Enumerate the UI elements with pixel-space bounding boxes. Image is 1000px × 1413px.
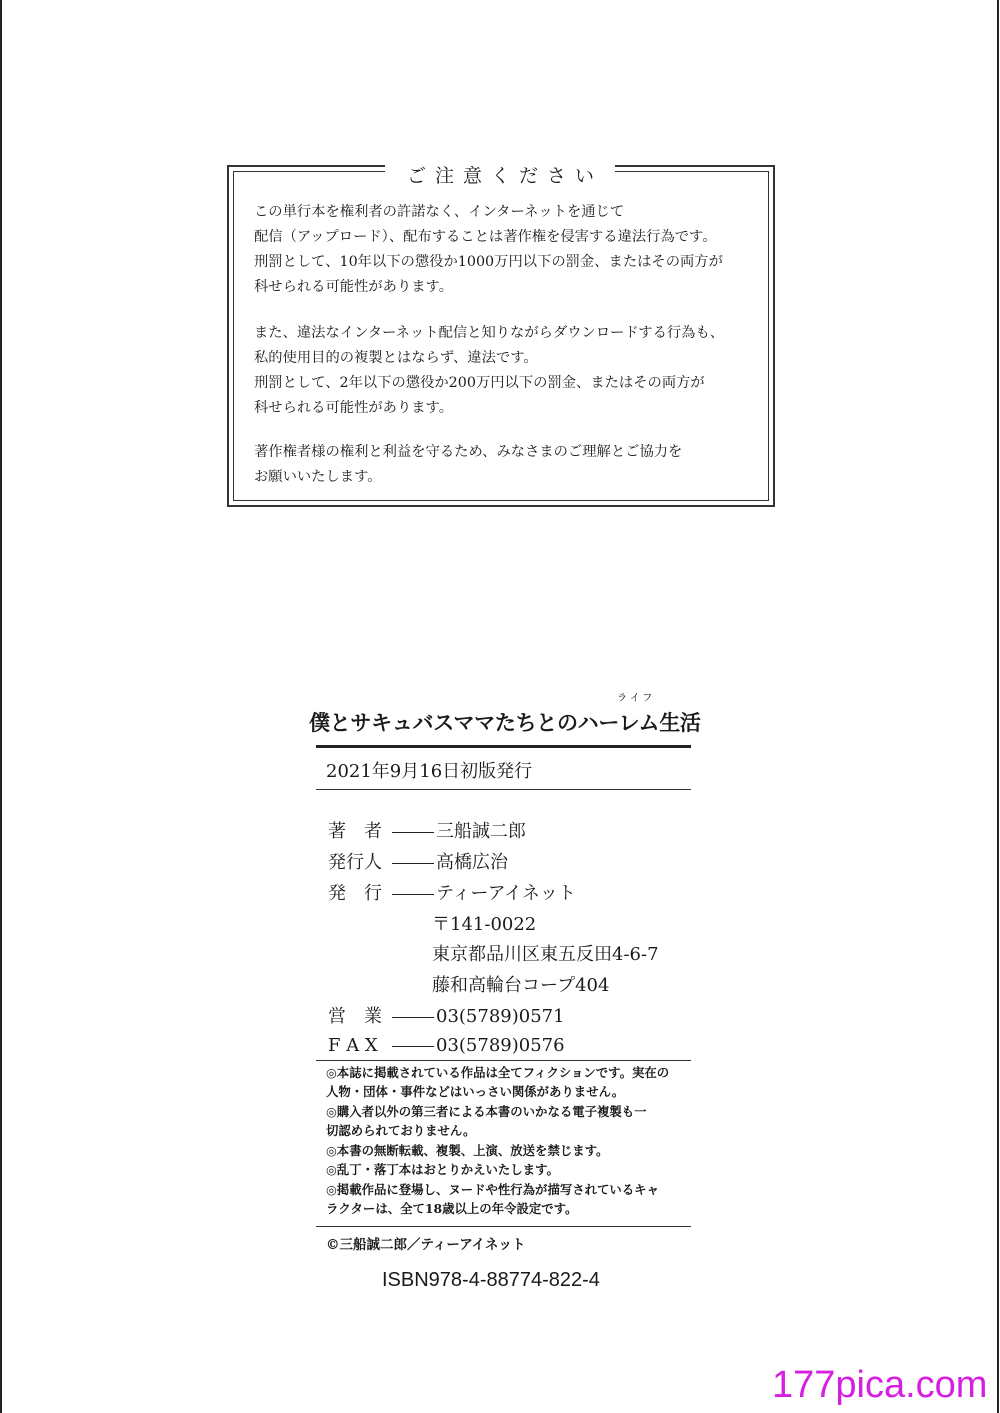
colophon-rule	[316, 789, 691, 790]
sales-tel: 03(5789)0571	[436, 1006, 565, 1027]
author-row	[328, 818, 526, 846]
fax-label: F A X	[328, 1035, 378, 1056]
title-ruby: ライフ	[617, 693, 656, 704]
notice-line: お願いいたします。	[254, 469, 382, 485]
notice-line: 刑罰として、10年以下の懲役か1000万円以下の罰金、またはその両方が	[254, 254, 723, 270]
sales-row	[328, 1003, 565, 1031]
page-right-edge	[997, 0, 999, 1413]
publisher-label: 発 行	[328, 883, 382, 904]
page-left-edge	[0, 0, 2, 1413]
author-label: 著 者	[328, 821, 382, 842]
legal-note-line: 切認められておりません。	[326, 1123, 476, 1138]
publisher-person-name: 高橋広治	[436, 852, 508, 873]
address-line-2: 藤和高輪台コープ404	[432, 975, 610, 996]
isbn: ISBN978-4-88774-822-4	[382, 1269, 600, 1291]
book-title: 僕とサキュバスママたちとのハーレム生活	[309, 710, 701, 735]
publisher-person-row	[328, 849, 508, 877]
notice-line: 私的使用目的の複製とはならず、違法です。	[254, 350, 538, 366]
leader-dash	[392, 863, 434, 864]
publication-date: 2021年9月16日初版発行	[326, 761, 533, 782]
sales-label: 営 業	[328, 1006, 382, 1027]
postal-code: 〒141-0022	[432, 914, 537, 935]
notes-top-rule	[316, 1060, 691, 1061]
fax-row	[328, 1032, 565, 1060]
legal-note-line: ◎本誌に掲載されている作品は全てフィクションです。実在の	[326, 1065, 670, 1080]
notice-line: 配信（アップロード）、配布することは著作権を侵害する違法行為です。	[254, 229, 717, 245]
address-line-1: 東京都品川区東五反田4-6-7	[432, 944, 659, 965]
leader-dash	[392, 894, 434, 895]
fax-number: 03(5789)0576	[436, 1035, 565, 1056]
notice-title	[0, 163, 1000, 189]
legal-note-line: 人物・団体・事件などはいっさい関係がありません。	[326, 1084, 625, 1099]
notice-line: 科せられる可能性があります。	[254, 400, 454, 416]
colophon-top-rule	[316, 745, 691, 748]
leader-dash	[392, 832, 434, 833]
leader-dash	[392, 1046, 434, 1047]
notice-line: 科せられる可能性があります。	[254, 279, 454, 295]
copyright-rule	[316, 1226, 691, 1227]
copyright: ©三船誠二郎／ティーアイネット	[326, 1237, 526, 1253]
leader-dash	[392, 1017, 434, 1018]
legal-note-line: ラクターは、全て18歳以上の年令設定です。	[326, 1201, 578, 1216]
notice-line: 著作権者様の権利と利益を守るため、みなさまのご理解とご協力を	[254, 444, 683, 460]
notice-line: 刑罰として、2年以下の懲役か200万円以下の罰金、またはその両方が	[254, 375, 705, 391]
legal-note-line: ◎乱丁・落丁本はおとりかえいたします。	[326, 1162, 559, 1177]
author-name: 三船誠二郎	[436, 821, 526, 842]
publisher-row	[328, 880, 576, 908]
legal-note-line: ◎本書の無断転載、複製、上演、放送を禁じます。	[326, 1143, 609, 1158]
watermark: 177pica.com	[772, 1364, 988, 1406]
notice-title-text: ご注意ください	[385, 165, 615, 187]
publisher-name: ティーアイネット	[436, 883, 576, 904]
publisher-person-label: 発行人	[328, 852, 382, 873]
notice-line: また、違法なインターネット配信と知りながらダウンロードする行為も、	[254, 325, 725, 341]
notice-line: この単行本を権利者の許諾なく、インターネットを通じて	[254, 204, 625, 220]
legal-note-line: ◎購入者以外の第三者による本書のいかなる電子複製も一	[326, 1104, 647, 1119]
legal-note-line: ◎掲載作品に登場し、ヌードや性行為が描写されているキャ	[326, 1182, 659, 1197]
